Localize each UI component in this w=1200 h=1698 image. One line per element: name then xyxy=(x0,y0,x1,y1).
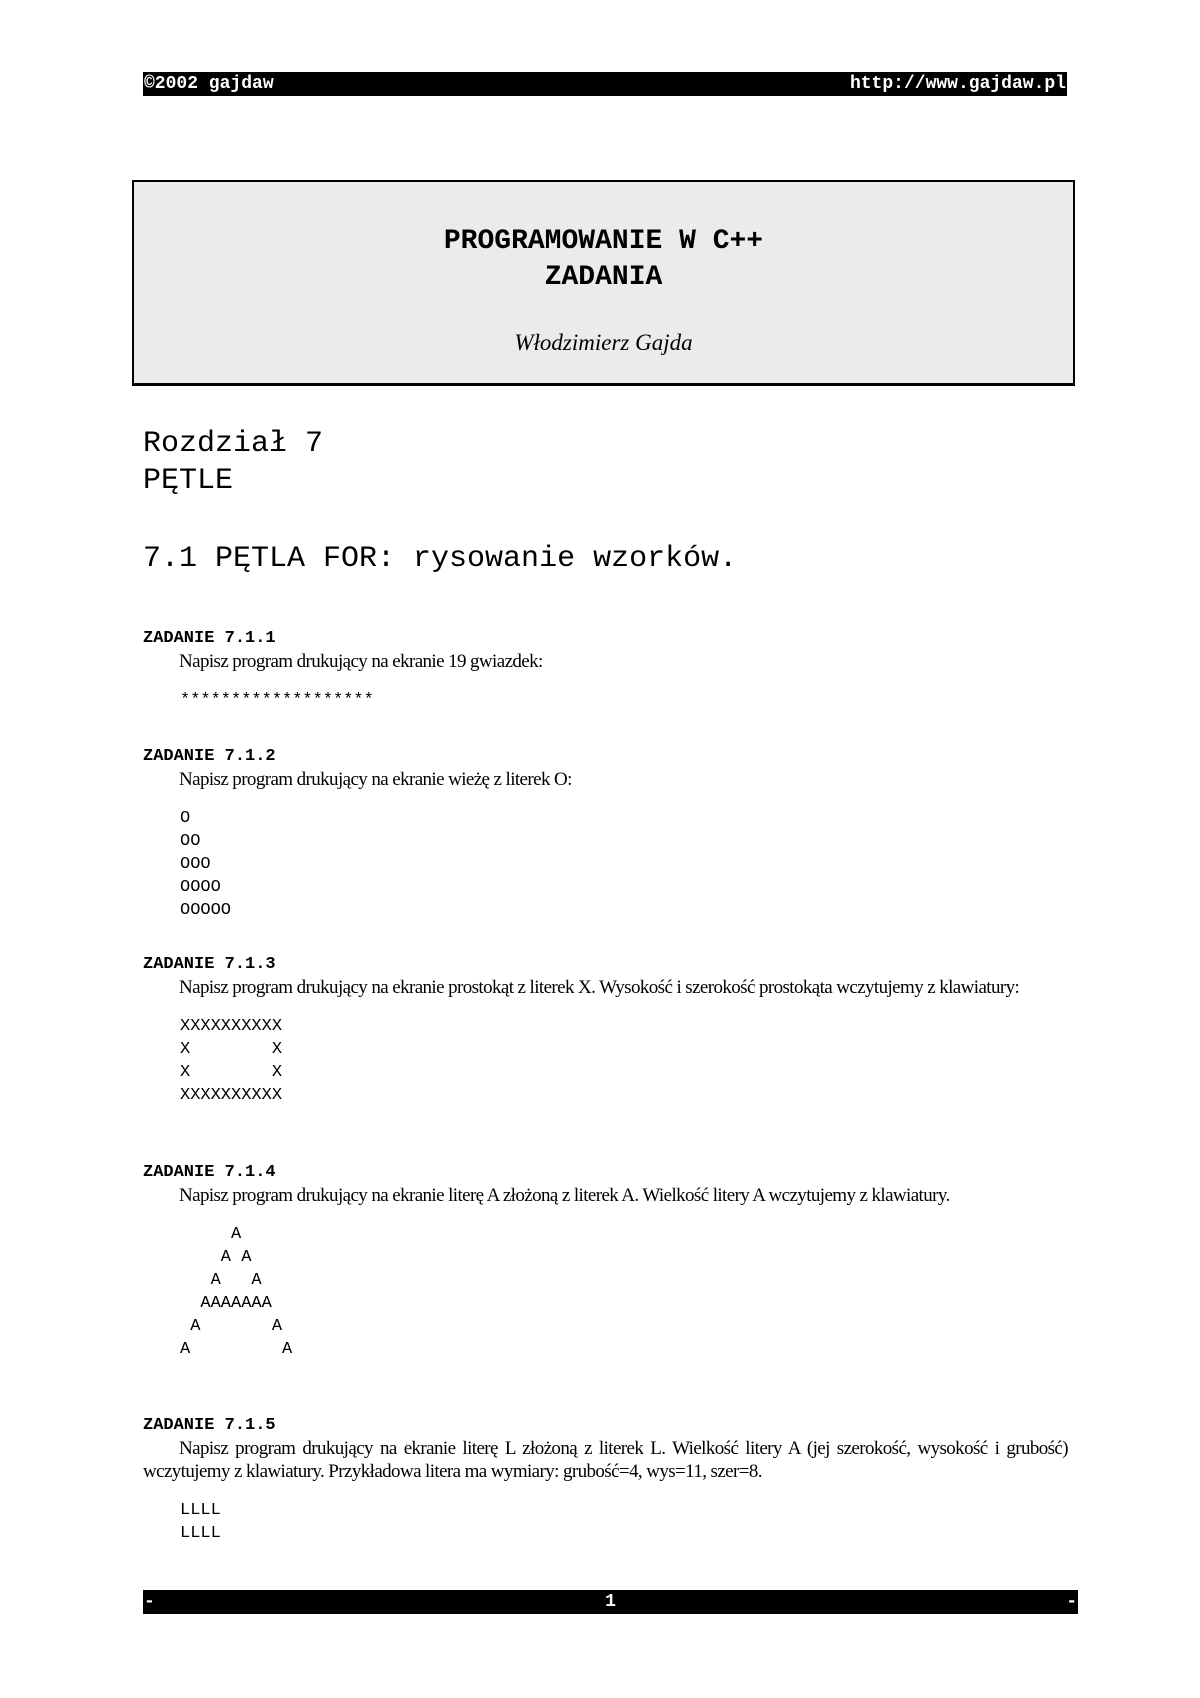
task-7-1-3 xyxy=(143,954,1068,1107)
task-description: Napisz program drukujący na ekranie literę A złożoną z literek A. Wielkość litery A wczytujemy z klawiatury. xyxy=(179,1185,950,1206)
task-7-1-4 xyxy=(143,1162,1068,1361)
author-name: Włodzimierz Gajda xyxy=(514,330,693,355)
task-heading: ZADANIE 7.1.4 xyxy=(143,1163,276,1182)
task-7-1-5 xyxy=(143,1415,1068,1545)
task-heading: ZADANIE 7.1.1 xyxy=(143,629,276,648)
task-heading: ZADANIE 7.1.3 xyxy=(143,955,276,974)
document-subtitle: ZADANIA xyxy=(544,262,663,293)
title-box xyxy=(132,180,1075,386)
task-description: Napisz program drukujący na ekranie literę L złożoną z literek L. Wielkość litery A (jej szerokość, wysokość i grubość) wczytujemy z klawiatury. Przykładowa litera ma wymiary: grubość=4, wys=11, szer=8. xyxy=(143,1438,1068,1482)
footer-right-dash: - xyxy=(1066,1592,1077,1612)
footer-left-dash: - xyxy=(144,1592,155,1612)
task-heading: ZADANIE 7.1.5 xyxy=(143,1416,276,1435)
task-pattern: LLLL LLLL xyxy=(180,1501,221,1543)
footer-bar xyxy=(143,1590,1078,1614)
section-heading: 7.1 PĘTLA FOR: rysowanie wzorków. xyxy=(143,542,738,576)
task-heading: ZADANIE 7.1.2 xyxy=(143,747,276,766)
header-url[interactable]: http://www.gajdaw.pl xyxy=(849,74,1066,94)
chapter-title: PĘTLE xyxy=(143,464,234,498)
task-description: Napisz program drukujący na ekranie 19 gwiazdek: xyxy=(179,651,543,672)
document-title: PROGRAMOWANIE W C++ xyxy=(443,226,764,257)
chapter-number: Rozdział 7 xyxy=(143,427,324,461)
task-pattern: O OO OOO OOOO OOOOO xyxy=(180,809,232,920)
task-pattern: XXXXXXXXXX X X X X XXXXXXXXXX xyxy=(180,1017,283,1105)
header-bar xyxy=(143,72,1067,96)
task-pattern: A A A A A AAAAAAA A A A A xyxy=(180,1225,293,1359)
task-7-1-2 xyxy=(143,746,1068,922)
header-copyright: ©2002 gajdaw xyxy=(144,74,274,94)
task-pattern: ******************* xyxy=(180,691,374,710)
task-description: Napisz program drukujący na ekranie wieżę z literek O: xyxy=(179,769,572,790)
page-number: 1 xyxy=(605,1592,616,1612)
task-7-1-1 xyxy=(143,628,1068,712)
task-description: Napisz program drukujący na ekranie prostokąt z literek X. Wysokość i szerokość prostokąta wczytujemy z klawiatury: xyxy=(179,977,1020,998)
